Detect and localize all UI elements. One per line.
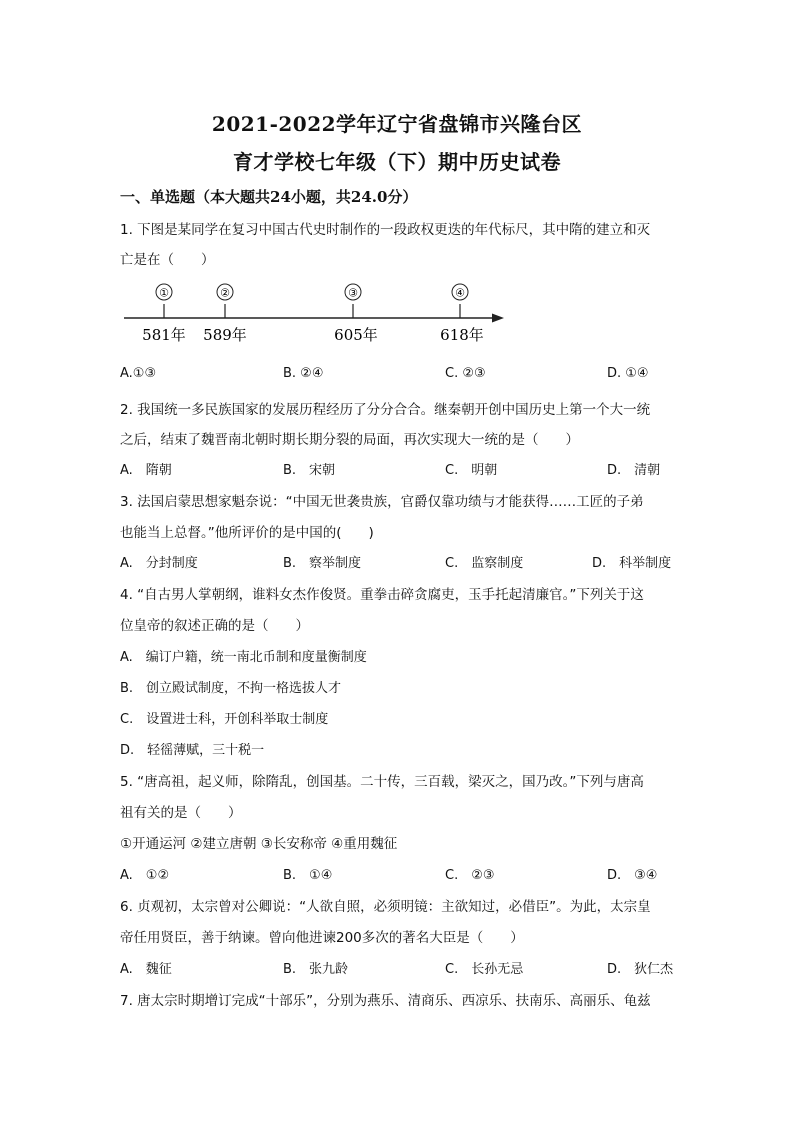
q3-stem-line1: 3. 法国启蒙思想家魁奈说：“中国无世袭贵族，官爵仅靠功绩与才能获得……工匠的子弟 (120, 494, 644, 510)
q3-option-d[interactable]: D. 科举制度 (592, 556, 672, 571)
q5-option-c[interactable]: C. ②③ (445, 868, 495, 883)
timeline-year-2: 589年 (203, 326, 247, 344)
timeline-tick-3 (334, 284, 378, 344)
timeline-tick-1 (142, 284, 186, 344)
q4-option-b[interactable]: B. 创立殿试制度，不拘一格选拔人才 (120, 681, 342, 696)
q4-option-a[interactable]: A. 编订户籍，统一南北币制和度量衡制度 (120, 650, 367, 665)
q5-option-b[interactable]: B. ①④ (283, 868, 333, 883)
exam-title-line1: 2021-2022学年辽宁省盘锦市兴隆台区 (211, 112, 583, 136)
timeline-tick-4 (440, 284, 484, 344)
timeline-arrowhead (492, 314, 504, 323)
q1-option-a[interactable]: A.①③ (120, 366, 157, 381)
q4-option-d[interactable]: D. 轻徭薄赋，三十税一 (120, 743, 265, 758)
q4-stem-line1: 4. “自古男人掌朝纲，谁料女杰作俊贤。重拳击碎贪腐吏，玉手托起清廉官。”下列关于这 (120, 587, 644, 603)
q3-option-a[interactable]: A. 分封制度 (120, 556, 198, 571)
timeline-marker-3: ③ (348, 286, 358, 300)
q1-option-c[interactable]: C. ②③ (445, 366, 486, 381)
q1-timeline (120, 278, 510, 348)
q1-option-b[interactable]: B. ②④ (283, 366, 324, 381)
section-heading: 一、单选题（本大题共24小题，共24.0分） (120, 188, 418, 206)
q5-stem-items: ①开通运河 ②建立唐朝 ③长安称帝 ④重用魏征 (120, 836, 398, 852)
q6-option-b[interactable]: B. 张九龄 (283, 962, 349, 977)
q1-stem-line1: 1. 下图是某同学在复习中国古代史时制作的一段政权更迭的年代标尺，其中隋的建立和灭 (120, 222, 651, 238)
timeline-marker-4: ④ (455, 286, 465, 300)
exam-title-line2: 育才学校七年级（下）期中历史试卷 (233, 150, 561, 174)
q5-option-a[interactable]: A. ①② (120, 868, 170, 883)
timeline-marker-1: ① (159, 286, 169, 300)
q3-stem-line2: 也能当上总督。”他所评价的是中国的( ) (120, 525, 374, 541)
timeline-marker-2: ② (220, 286, 230, 300)
q5-option-d[interactable]: D. ③④ (607, 868, 658, 883)
q1-option-d[interactable]: D. ①④ (607, 366, 649, 381)
q5-stem-line2: 祖有关的是（ ） (120, 805, 242, 821)
timeline-year-3: 605年 (334, 326, 378, 344)
q7-stem-line1: 7. 唐太宗时期增订完成“十部乐”，分别为燕乐、清商乐、西凉乐、扶南乐、高丽乐、龟兹 (120, 993, 651, 1009)
q6-option-d[interactable]: D. 狄仁杰 (607, 962, 674, 977)
q2-stem-line1: 2. 我国统一多民族国家的发展历程经历了分分合合。继秦朝开创中国历史上第一个大一统 (120, 402, 651, 418)
q5-stem-line1: 5. “唐高祖，起义师，除隋乱，创国基。二十传，三百载，梁灭之，国乃改。”下列与唐高 (120, 774, 644, 790)
q4-option-c[interactable]: C. 设置进士科，开创科举取士制度 (120, 712, 329, 727)
q2-stem-line2: 之后，结束了魏晋南北朝时期长期分裂的局面，再次实现大一统的是（ ） (120, 432, 579, 448)
q6-option-c[interactable]: C. 长孙无忌 (445, 962, 524, 977)
q2-option-d[interactable]: D. 清朝 (607, 463, 661, 478)
q3-option-c[interactable]: C. 监察制度 (445, 556, 524, 571)
q6-stem-line1: 6. 贞观初，太宗曾对公卿说：“人欲自照，必须明镜：主欲知过，必借臣”。为此，太宗皇 (120, 899, 651, 915)
timeline-year-4: 618年 (440, 326, 484, 344)
q6-option-a[interactable]: A. 魏征 (120, 962, 172, 977)
q2-option-a[interactable]: A. 隋朝 (120, 463, 172, 478)
q4-stem-line2: 位皇帝的叙述正确的是（ ） (120, 618, 309, 634)
q1-stem-line2: 亡是在（ ） (120, 252, 215, 268)
q2-option-b[interactable]: B. 宋朝 (283, 463, 336, 478)
q2-option-c[interactable]: C. 明朝 (445, 463, 498, 478)
q3-option-b[interactable]: B. 察举制度 (283, 556, 362, 571)
timeline-tick-2 (203, 284, 247, 344)
timeline-year-1: 581年 (142, 326, 186, 344)
q6-stem-line2: 帝任用贤臣，善于纳谏。曾向他进谏200多次的著名大臣是（ ） (120, 930, 524, 946)
